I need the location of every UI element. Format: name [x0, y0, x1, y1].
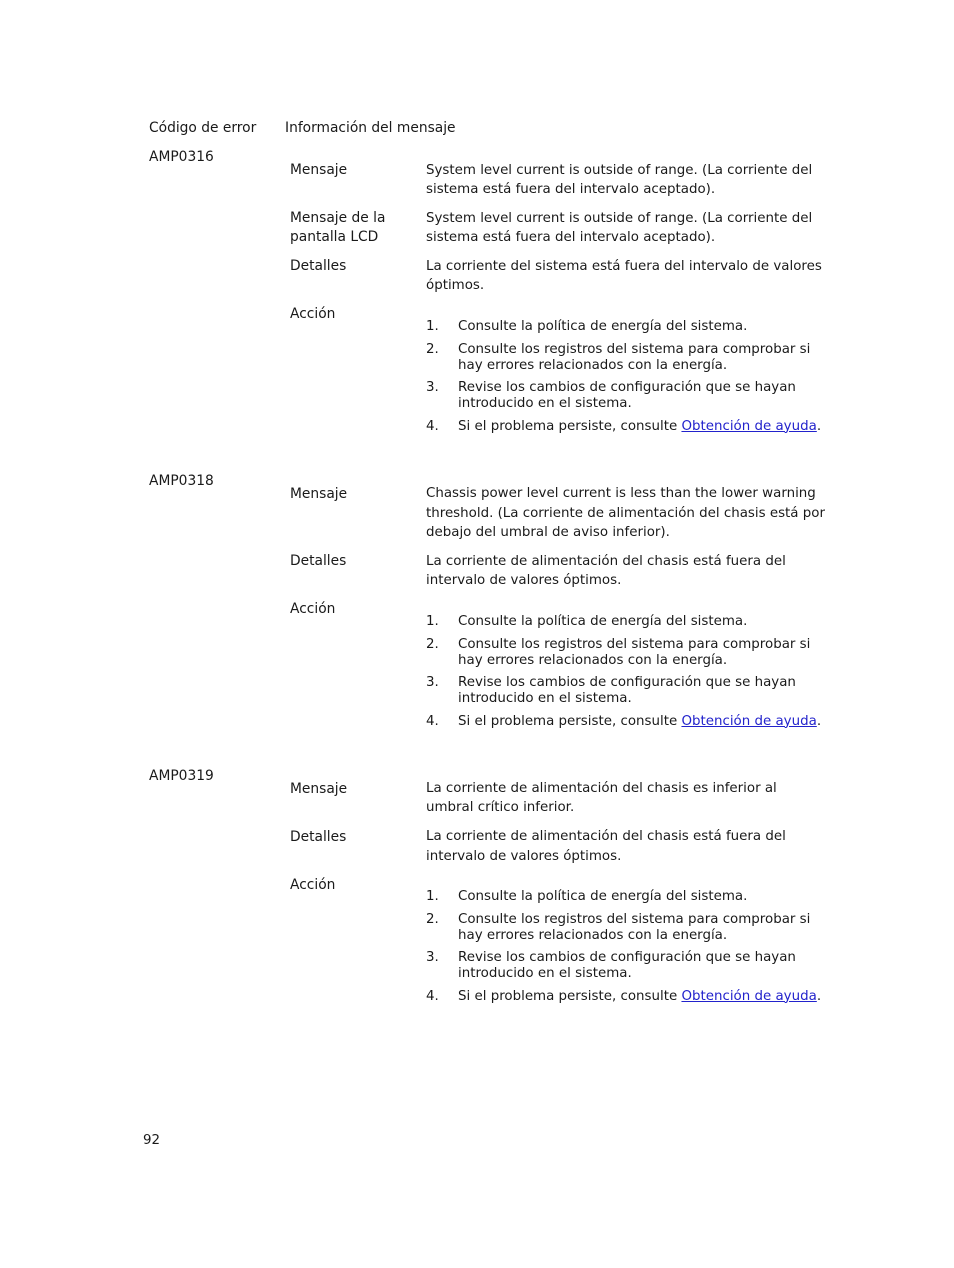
field-label-accion: Acción [290, 306, 336, 322]
step-number: 1. [426, 889, 439, 904]
field-value-detalles: La corriente de alimentación del chasis está fuera del intervalo de valores óptimos. [426, 829, 786, 864]
error-code: AMP0318 [149, 473, 214, 489]
step-number: 2. [426, 341, 439, 357]
list-item [426, 989, 826, 1005]
field-label-accion: Acción [290, 601, 336, 617]
field-value-detalles: La corriente del sistema está fuera del intervalo de valores óptimos. [426, 259, 822, 293]
error-code: AMP0319 [149, 768, 214, 784]
header-error-code: Código de error [149, 120, 257, 136]
step-text-suffix: . [816, 713, 822, 729]
field-label-mensaje: Mensaje [290, 486, 348, 502]
step-number: 3. [426, 380, 439, 395]
header-message-info: Información del mensaje [285, 120, 456, 136]
list-item [426, 380, 826, 412]
field-label-lcd-line1: Mensaje de la [290, 210, 386, 226]
list-item [426, 319, 826, 335]
step-text: Consulte la política de energía del sistema. [458, 889, 748, 904]
list-item [426, 614, 826, 630]
step-text: Revise los cambios de configuración que se hayan introducido en el sistema. [458, 675, 796, 706]
step-text: Revise los cambios de configuración que se hayan introducido en el sistema. [458, 380, 796, 411]
list-item [426, 342, 826, 374]
list-item [426, 675, 826, 707]
step-number: 2. [426, 911, 439, 927]
step-number: 1. [426, 319, 439, 334]
list-item [426, 950, 826, 982]
step-number: 4. [426, 418, 439, 434]
step-text: Consulte la política de energía del sistema. [458, 319, 748, 334]
field-label-detalles: Detalles [290, 553, 347, 569]
step-number: 3. [426, 675, 439, 690]
step-text: Si el problema persiste, consulte [458, 713, 682, 729]
help-link[interactable]: Obtención de ayuda [681, 713, 817, 729]
help-link[interactable]: Obtención de ayuda [681, 988, 817, 1004]
field-value-mensaje: Chassis power level current is less than the lower warning threshold. (La corriente de alimentación del chasis está por debajo del umbral de aviso inferior). [426, 486, 825, 540]
step-number: 4. [426, 713, 439, 729]
page-number: 92 [143, 1133, 161, 1148]
list-item [426, 714, 826, 730]
action-steps-list [426, 889, 826, 1011]
field-value-lcd: System level current is outside of range. (La corriente del sistema está fuera del intervalo aceptado). [426, 211, 813, 245]
step-number: 1. [426, 614, 439, 629]
list-item [426, 419, 826, 435]
field-value-mensaje: System level current is outside of range. (La corriente del sistema está fuera del intervalo aceptado). [426, 163, 813, 197]
field-label-detalles: Detalles [290, 258, 347, 274]
help-link[interactable]: Obtención de ayuda [681, 418, 817, 434]
step-text: Consulte los registros del sistema para comprobar si hay errores relacionados con la energía. [458, 341, 811, 373]
step-text: Si el problema persiste, consulte [458, 988, 682, 1004]
step-text: Consulte los registros del sistema para comprobar si hay errores relacionados con la energía. [458, 911, 811, 943]
step-text-suffix: . [816, 988, 822, 1004]
field-value-detalles: La corriente de alimentación del chasis está fuera del intervalo de valores óptimos. [426, 554, 786, 588]
list-item [426, 912, 826, 944]
step-number: 3. [426, 950, 439, 965]
step-text: Revise los cambios de configuración que se hayan introducido en el sistema. [458, 950, 796, 981]
step-text-suffix: . [816, 418, 822, 434]
action-steps-list [426, 614, 826, 736]
step-text: Consulte la política de energía del sistema. [458, 614, 748, 629]
field-label-accion: Acción [290, 877, 336, 893]
field-label-detalles: Detalles [290, 829, 347, 845]
field-label-lcd-line2: pantalla LCD [290, 229, 379, 245]
list-item [426, 637, 826, 669]
step-text: Si el problema persiste, consulte [458, 418, 682, 434]
list-item [426, 889, 826, 905]
step-text: Consulte los registros del sistema para comprobar si hay errores relacionados con la energía. [458, 636, 811, 668]
field-value-mensaje: La corriente de alimentación del chasis es inferior al umbral crítico inferior. [426, 781, 777, 815]
action-steps-list [426, 319, 826, 441]
field-label-mensaje: Mensaje [290, 162, 348, 178]
error-code: AMP0316 [149, 149, 214, 165]
step-number: 4. [426, 988, 439, 1004]
field-label-lcd [290, 209, 415, 247]
step-number: 2. [426, 636, 439, 652]
field-label-mensaje: Mensaje [290, 781, 348, 797]
